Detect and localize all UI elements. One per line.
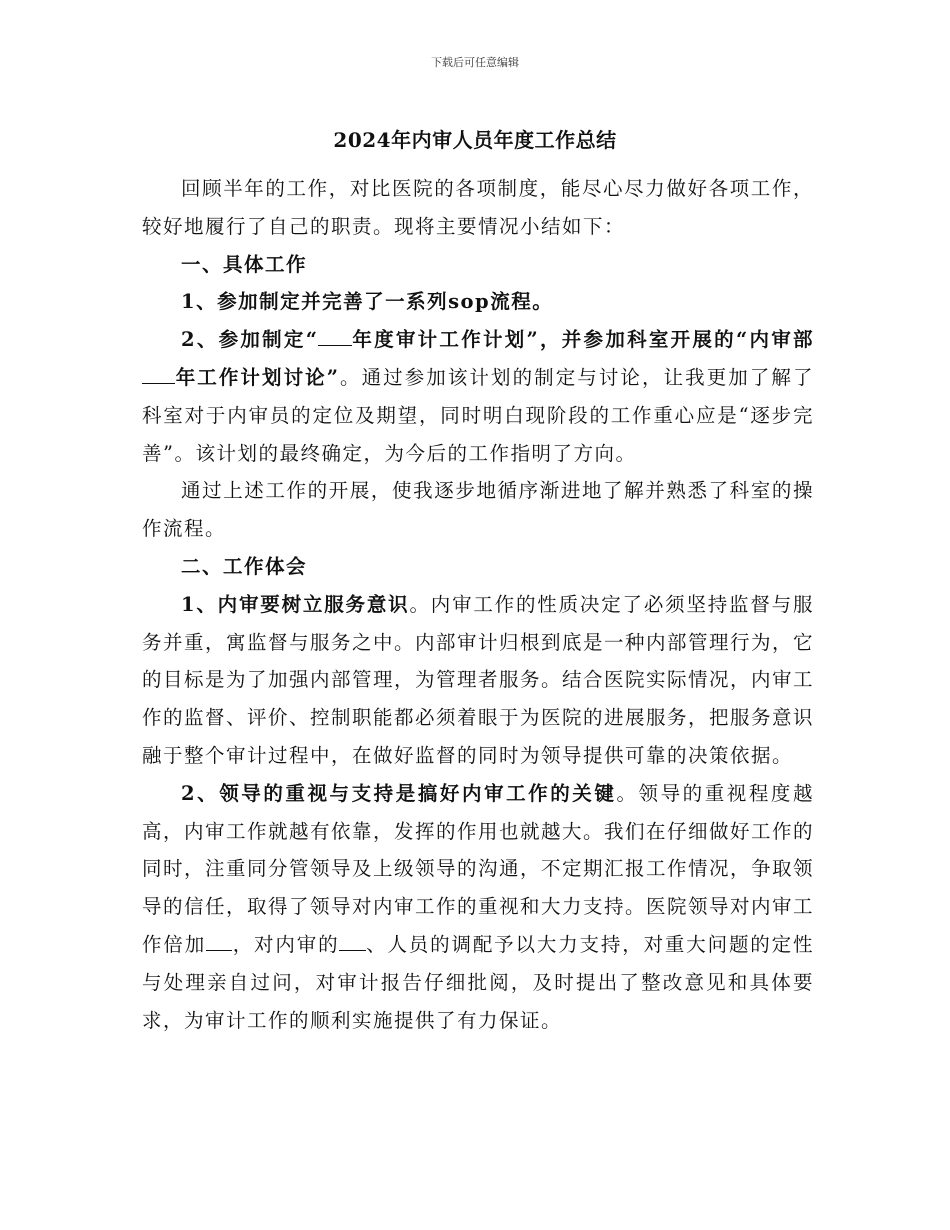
experience-item-1-text: 。内审工作的性质决定了必须坚持监督与服务并重，寓监督与服务之中。内部审计归根到底是一种内部管理行为，它的目标是为了加强内部管理，为管理者服务。结合医院实际情况，内审工作的监督、评价、控制职能都必须着眼于为医院的进展服务，把服务意识融于整个审计过程中，在做好监督的同时为领导提供可靠的决策依据。: [142, 592, 815, 767]
work-item-2-bold-a: 2、参加制定“: [181, 328, 319, 352]
document-body: [142, 170, 814, 1039]
document-title: 2024年内审人员年度工作总结: [333, 128, 617, 152]
fill-blank: [339, 932, 365, 951]
experience-item-2-text-c: 、人员的调配予以大力支持，对重大问题的定性与处理亲自过问，对审计报告仔细批阅，及时提出了整改意见和具体要求，为审计工作的顺利实施提供了有力保证。: [142, 932, 814, 1032]
section-heading-1: 一、具体工作: [181, 252, 308, 276]
work-item-2: [142, 321, 814, 472]
fill-blank: [142, 365, 175, 384]
experience-item-2-text-a: 。领导的重视程度越高，内审工作就越有依靠，发挥的作用也就越大。我们在仔细做好工作的同时，注重同分管领导及上级领导的沟通，不定期汇报工作情况，争取领导的信任，取得了领导对内审工作的重视和大力支持。医院领导对内审工作倍加: [142, 781, 815, 956]
page-header: 下载后可任意编辑: [431, 56, 519, 69]
fill-blank: [206, 932, 232, 951]
experience-item-2-heading: 2、领导的重视与支持是搞好内审工作的关键: [181, 781, 617, 805]
fill-blank: [318, 328, 351, 347]
work-item-2-bold-c: 年工作计划讨论”: [175, 365, 340, 389]
work-item-2-text: 。通过参加该计划的制定与讨论，让我更加了解了科室对于内审员的定位及期望，同时明白现阶段的工作重心应是“逐步完善”。该计划的最终确定，为今后的工作指明了方向。: [142, 365, 814, 465]
summary-paragraph: 通过上述工作的开展，使我逐步地循序渐进地了解并熟悉了科室的操作流程。: [142, 479, 814, 541]
work-item-2-bold-b: 年度审计工作计划”，并参加科室开展的“内审部: [351, 328, 814, 352]
experience-item-2-text-b: ，对内审的: [232, 932, 340, 956]
section-heading-2: 二、工作体会: [181, 554, 308, 578]
experience-item-1-heading: 1、内审要树立服务意识: [181, 592, 410, 616]
experience-item-1: [142, 586, 814, 775]
work-item-1: 1、参加制定并完善了一系列sop流程。: [181, 290, 554, 314]
experience-item-2: [142, 775, 814, 1040]
intro-paragraph: 回顾半年的工作，对比医院的各项制度，能尽心尽力做好各项工作，较好地履行了自己的职责。现将主要情况小结如下：: [142, 177, 814, 238]
